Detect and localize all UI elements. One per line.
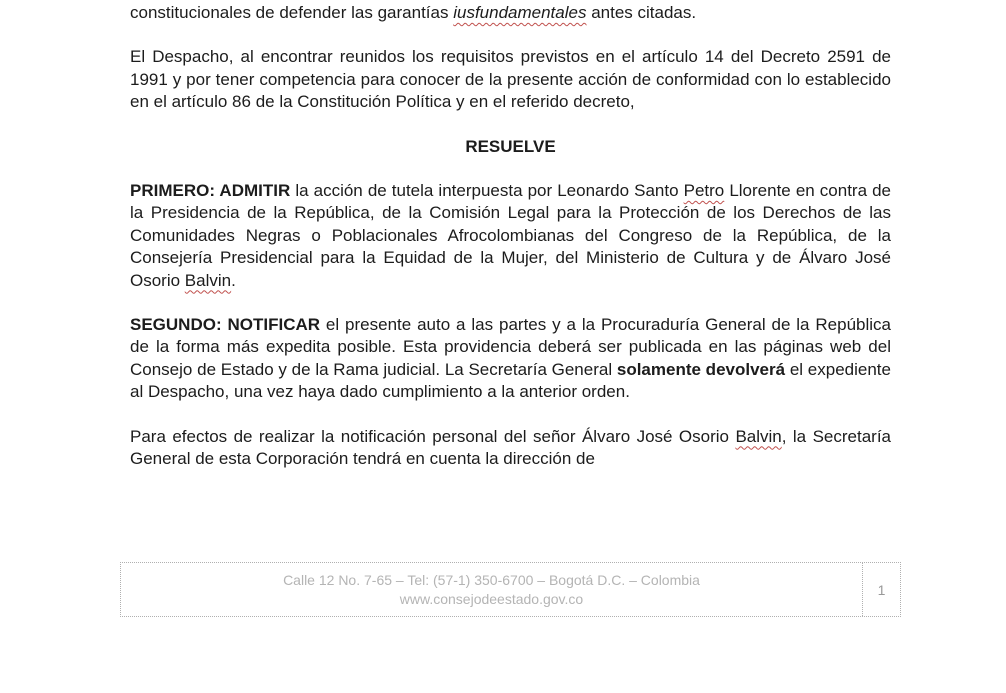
paragraph-competencia — [130, 46, 891, 113]
text-run: el expediente al Despacho, una vez haya dado cumplimiento a la anterior orden. — [130, 359, 891, 402]
paragraph-notificacion-personal — [130, 426, 891, 471]
misspelled-word: iusfundamentales — [453, 3, 587, 22]
text-run: Para efectos de realizar la notificación personal del señor Álvaro José Osorio — [130, 426, 736, 446]
document-body — [130, 2, 891, 493]
misspelled-word: Balvin — [735, 426, 782, 446]
text-run: SEGUNDO: NOTIFICAR — [130, 315, 321, 335]
footer-address-line: Calle 12 No. 7-65 – Tel: (57-1) 350-6700 – Bogotá D.C. – Colombia — [283, 571, 700, 588]
text-run: antes citadas. — [586, 3, 697, 22]
text-run: RESUELVE — [465, 136, 556, 156]
paragraph-continuation-line — [130, 2, 891, 24]
footer-website: www.consejodeestado.gov.co — [399, 590, 584, 607]
text-run: PRIMERO: ADMITIR — [130, 181, 291, 201]
text-run: , la Secretaría General de esta Corporación tendrá en cuenta la dirección de — [130, 426, 891, 469]
paragraph-segundo — [130, 314, 891, 404]
text-run: constitucionales de defender las garantías — [130, 3, 454, 22]
footer-address-cell — [121, 563, 862, 616]
text-run: solamente devolverá — [616, 359, 786, 379]
page-footer — [120, 562, 901, 617]
text-run: Llorente en contra de la Presidencia de la República, de la Comisión Legal para la Protección de los Derechos de las Comunidades Negras o Poblacionales Afrocolombianas del Congreso de la República, de la Consejería Presidencial para la Equidad de la Mujer, del Ministerio de Cultura y de Álvaro José Osorio — [130, 181, 892, 290]
text-run: El Despacho, al encontrar reunidos los requisitos previstos en el artículo 14 del Decreto 2591 de 1991 y por tener competencia para conocer de la presente acción de conformidad con lo establecido en el artículo 86 de la Constitución Política y en el referido decreto, — [130, 47, 891, 112]
page-number: 1 — [862, 563, 900, 616]
text-run: el presente auto a las partes y a la Procuraduría General de la República de la forma más expedita posible. Esta providencia deberá ser publicada en las páginas web del Consejo de Estado y de la Rama judicial. La Secretaría General — [130, 315, 891, 379]
paragraph-primero — [130, 180, 891, 292]
paragraph-resuelve-heading — [130, 136, 891, 158]
text-run: la acción de tutela interpuesta por Leonardo Santo — [290, 181, 684, 201]
misspelled-word: Balvin — [184, 270, 232, 290]
text-run: . — [231, 270, 236, 290]
misspelled-word: Petro — [683, 181, 725, 201]
